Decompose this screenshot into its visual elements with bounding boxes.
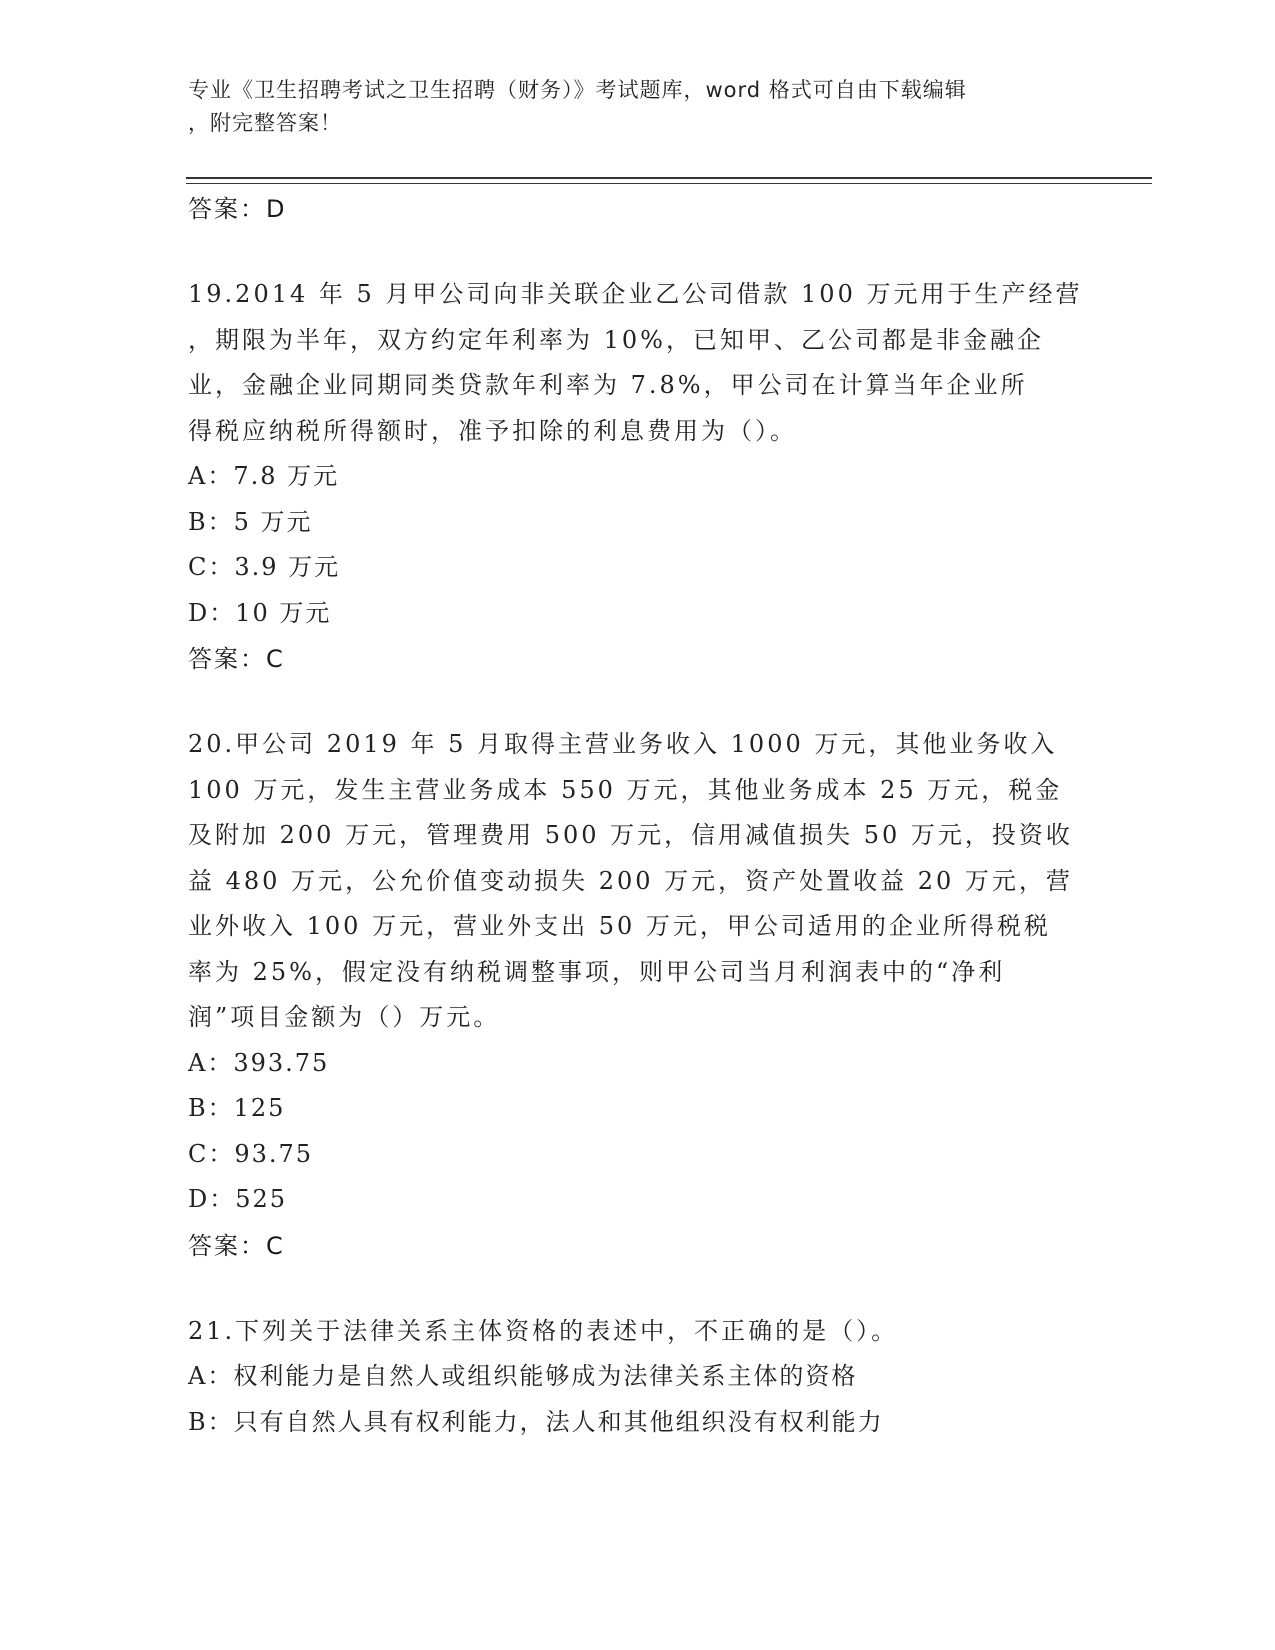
stem-line: ，期限为半年，双方约定年利率为 10%，已知甲、乙公司都是非金融企 bbox=[188, 325, 1044, 354]
answer-line: 答案：C bbox=[188, 645, 285, 673]
header-line: ，附完整答案！ bbox=[188, 111, 342, 135]
option-b: B：5 万元 bbox=[188, 507, 313, 536]
option-d: D：525 bbox=[188, 1185, 288, 1213]
header-line: 专业《卫生招聘考试之卫生招聘（财务）》考试题库，word 格式可自由下载编辑 bbox=[188, 78, 967, 102]
option-b: B：只有自然人具有权利能力，法人和其他组织没有权利能力 bbox=[188, 1407, 884, 1436]
stem-line: 100 万元，发生主营业务成本 550 万元，其他业务成本 25 万元，税金 bbox=[188, 775, 1063, 804]
document-header bbox=[188, 74, 1068, 140]
option-c: C：3.9 万元 bbox=[188, 553, 341, 581]
question-20 bbox=[188, 722, 1088, 1269]
answer-line: 答案：C bbox=[188, 1231, 285, 1260]
header-divider bbox=[186, 177, 1152, 179]
stem-line: 业，金融企业同期同类贷款年利率为 7.8%，甲公司在计算当年企业所 bbox=[188, 371, 1028, 399]
question-stem bbox=[188, 1309, 1088, 1355]
answer-line: 答案：D bbox=[188, 195, 287, 223]
stem-line: 率为 25%，假定没有纳税调整事项，则甲公司当月利润表中的“净利 bbox=[188, 957, 1006, 986]
stem-line: 19.2014 年 5 月甲公司向非关联企业乙公司借款 100 万元用于生产经营 bbox=[188, 280, 1083, 308]
question-19 bbox=[188, 272, 1088, 682]
option-a: A：权利能力是自然人或组织能够成为法律关系主体的资格 bbox=[188, 1362, 858, 1390]
option-d: D：10 万元 bbox=[188, 598, 332, 627]
stem-line: 益 480 万元，公允价值变动损失 200 万元，资产处置收益 20 万元，营 bbox=[188, 866, 1073, 895]
question-stem bbox=[188, 272, 1088, 454]
option-a: A：7.8 万元 bbox=[188, 462, 340, 490]
option-a: A：393.75 bbox=[188, 1048, 330, 1077]
stem-line: 及附加 200 万元，管理费用 500 万元，信用减值损失 50 万元，投资收 bbox=[188, 821, 1073, 849]
stem-line: 得税应纳税所得额时，准予扣除的利息费用为（）。 bbox=[188, 416, 797, 445]
option-c: C：93.75 bbox=[188, 1139, 314, 1168]
document-body bbox=[188, 186, 1088, 1445]
stem-line: 20.甲公司 2019 年 5 月取得主营业务收入 1000 万元，其他业务收入 bbox=[188, 730, 1058, 758]
stem-line: 业外收入 100 万元，营业外支出 50 万元，甲公司适用的企业所得税税 bbox=[188, 912, 1051, 940]
question-stem bbox=[188, 722, 1088, 1041]
header-divider bbox=[186, 183, 1152, 184]
stem-line: 21.下列关于法律关系主体资格的表述中，不正确的是（）。 bbox=[188, 1316, 899, 1345]
stem-line: 润”项目金额为（）万元。 bbox=[188, 1003, 501, 1031]
option-b: B：125 bbox=[188, 1094, 286, 1122]
question-21 bbox=[188, 1309, 1088, 1446]
